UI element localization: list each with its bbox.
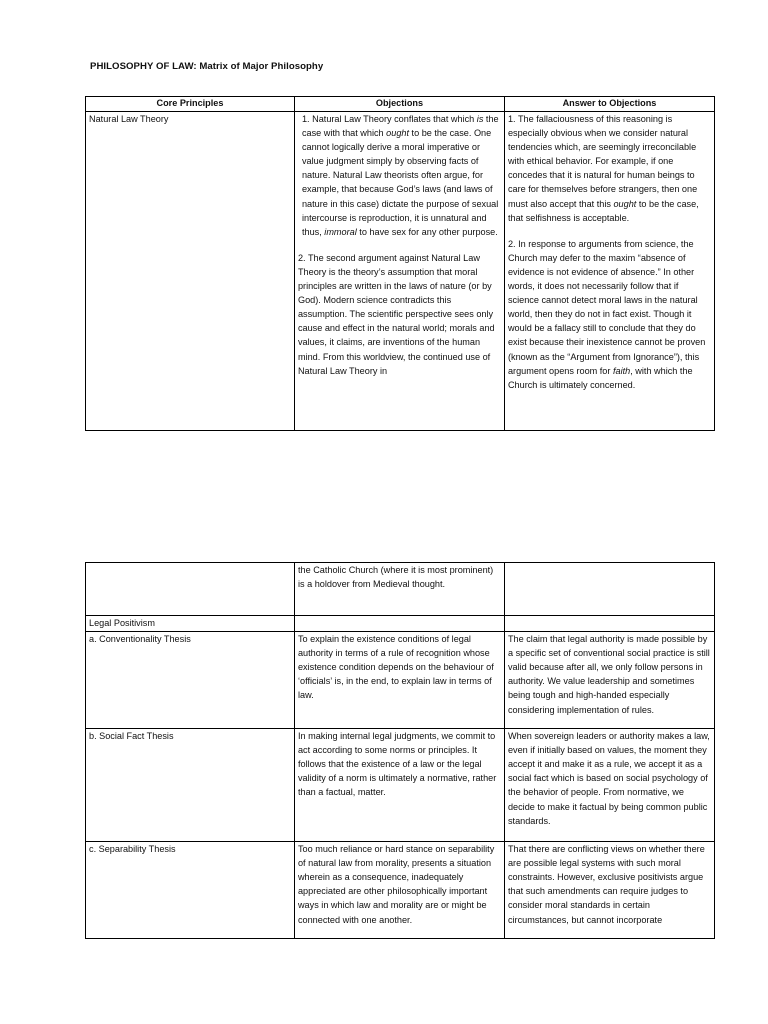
table-row: [86, 616, 715, 632]
section-legal-positivism: Legal Positivism: [89, 618, 155, 628]
answer-conventionality: The claim that legal authority is made possible by a specific set of conventional social practice is still valid because after all, we only follow persons in authority. We value leadership and sometimes being tough and high-handed especially considering implementation of rules.: [504, 632, 714, 729]
table-row: [86, 563, 715, 616]
principle-cell: [86, 112, 295, 431]
objection-continued: the Catholic Church (where it is most prominent) is a holdover from Medieval thought.: [297, 565, 494, 590]
objection-separability: Too much reliance or hard stance on separability of natural law from morality, presents a situation wherein as a consequence, inadequately appreciated are other philosophically important ways in which law and morality are or might be connected with one another.: [294, 842, 504, 939]
table-row: [86, 729, 715, 842]
answer-cell: [504, 616, 714, 632]
principle-social-fact: b. Social Fact Thesis: [86, 729, 295, 842]
objection-conventionality: To explain the existence conditions of legal authority in terms of a rule of recognition whose existence condition depends on the behaviour of ‘officials’ is, in the end, to explain law in terms of law.: [294, 632, 504, 729]
header-answer-to-objections: Answer to Objections: [504, 97, 714, 112]
principle-separability: c. Separability Thesis: [86, 842, 295, 939]
header-objections: Objections: [294, 97, 504, 112]
objection-cell: [294, 616, 504, 632]
objection-1: 1. Natural Law Theory conflates that which is the case with that which ought to be the case. One cannot logically derive a moral imperative or value judgment simply by observing facts of nature. Natural Law theorists often argue, for example, that because God’s laws (and laws of nature in this case) dictate the purpose of sexual intercourse is reproduction, it is unnatural and thus, immoral to have sex for any other purpose.: [301, 114, 499, 237]
answer-1: 1. The fallaciousness of this reasoning is especially obvious when we consider natural tendencies which, are seemingly irreconcilable with ethical behavior. For example, if one concedes that it is natural for human beings to care for themselves before strangers, then one must also accept that this ought to be the case, that selfishness is acceptable.: [507, 114, 699, 223]
answer-2: 2. In response to arguments from science, the Church may defer to the maxim “absence of evidence is not evidence of absence.” In other words, it does not necessarily follow that if science cannot detect moral laws in the natural world, then they do not in fact exist. Though it would be a fallacy still to conclude that they do exist because their inexistence cannot be proven (known as the “Argument from Ignorance”), this argument opens room for faith, with which the Church is ultimately concerned.: [507, 238, 706, 390]
objection-cell: [294, 112, 504, 431]
answer-cell: [504, 112, 714, 431]
header-core-principles: Core Principles: [86, 97, 295, 112]
section-label-cell: [86, 616, 295, 632]
table-row: [86, 112, 715, 431]
objection-2: 2. The second argument against Natural Law Theory is the theory’s assumption that moral principles are written in the laws of nature (or by God). Modern science contradicts this assumption. The scientific perspective sees only cause and effect in the natural world; morals and values, it claims, are inventions of the human mind. From this worldview, the continued use of Natural Law Theory in: [297, 252, 495, 376]
philosophy-matrix-table: [85, 96, 715, 431]
answer-social-fact: When sovereign leaders or authority makes a law, even if initially based on values, the moment they accept it and make it as a rule, we accept it as a social fact which is based on social psychology of the behavior of people. From normative, we decide to make it factual by being common public standards.: [504, 729, 714, 842]
principle-conventionality: a. Conventionality Thesis: [86, 632, 295, 729]
answer-separability: That there are conflicting views on whether there are possible legal systems with such moral constraints. However, exclusive positivists argue that such amendments can require judges to consider moral standards in certain circumstances, but cannot incorporate: [504, 842, 714, 939]
objection-cell: [294, 563, 504, 616]
objection-social-fact: In making internal legal judgments, we commit to act according to some norms or principles. It follows that the existence of a law or the legal validity of a norm is ultimately a normative, rather than a factual, matter.: [294, 729, 504, 842]
answer-cell: [504, 563, 714, 616]
philosophy-matrix-table-continued: [85, 562, 715, 939]
table-row: [86, 842, 715, 939]
table-header-row: [86, 97, 715, 112]
principle-natural-law: Natural Law Theory: [89, 114, 169, 124]
page-title: PHILOSOPHY OF LAW: Matrix of Major Philosophy: [90, 61, 324, 72]
principle-cell: [86, 563, 295, 616]
table-row: [86, 632, 715, 729]
